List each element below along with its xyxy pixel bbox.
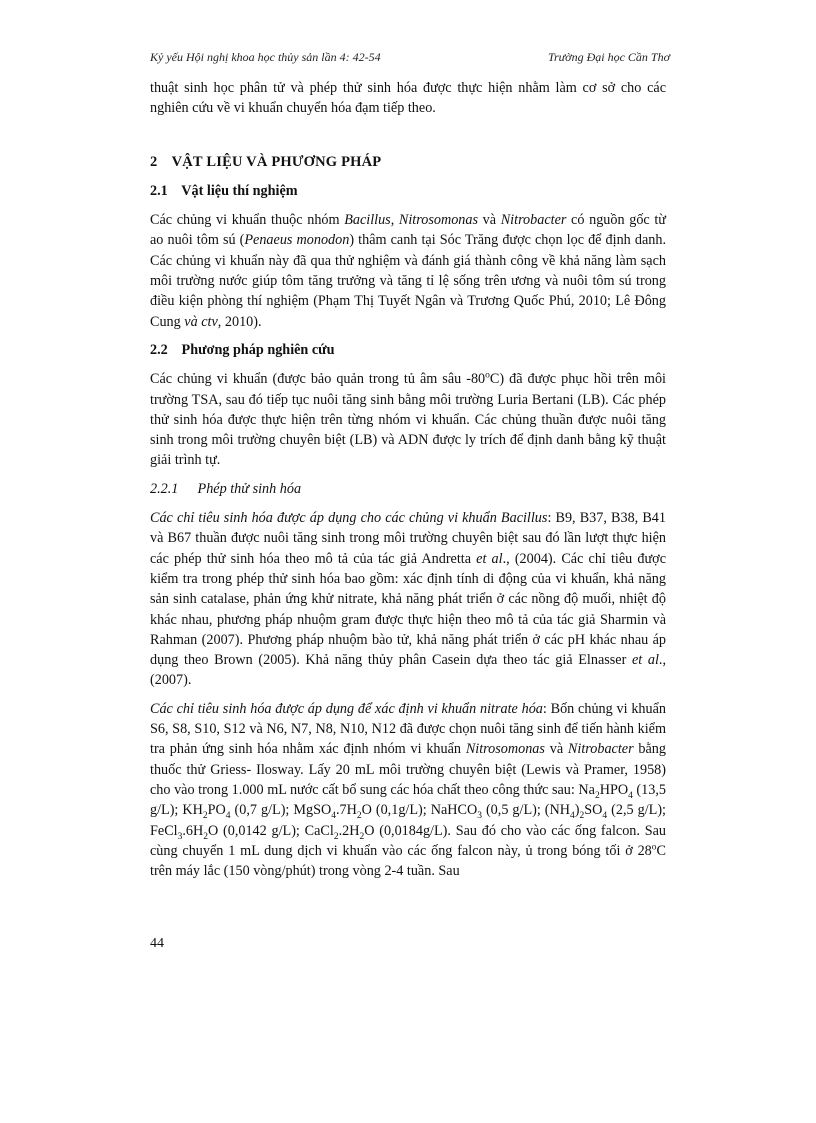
materials-paragraph: [150, 210, 666, 332]
subscript: 2: [203, 831, 208, 842]
text-run: Các chủng vi khuẩn (được bảo quản trong tủ âm sâu -80: [150, 371, 486, 388]
section-number: 2: [150, 153, 158, 170]
section-title: Phương pháp nghiên cứu: [181, 341, 335, 358]
text-run: O (0,1g/L); NaHCO: [361, 802, 478, 819]
text-run: ., (2004). Các chỉ tiêu được kiểm tra trong phép thử sinh hóa bao gồm: xác định tính di động của vi khuẩn, khả năng sản sinh catalase, phản ứng khử nitrate, khả năng phát triển ở các nồng độ muối, nhiệt độ khác nhau, phương pháp nhuộm gram được thực hiện theo mô tả của tác giả Sharmin và Rahman (2007). Phương pháp nhuộm bào tử, khả năng phát triển ở các pH khác nhau áp dụng theo Brown (2005). Khả năng thủy phân Casein dựa theo tác giả Elnasser: [150, 550, 666, 669]
section-2-2-1-heading: [150, 479, 666, 499]
nitrate-biochemical-paragraph: [150, 699, 666, 882]
text-run: và: [478, 212, 501, 229]
subscript: 2: [333, 831, 339, 842]
section-2-heading: [150, 152, 666, 172]
section-title: VẬT LIỆU VÀ PHƯƠNG PHÁP: [171, 153, 382, 170]
subscript: 2: [594, 790, 600, 801]
genus-nitrosomonas: Nitrosomonas: [465, 741, 545, 758]
subscript: 4: [602, 811, 608, 822]
bacillus-biochemical-paragraph: [150, 508, 666, 691]
text-run: O (0,0184g/L). Sau đó cho vào các ống falcon. Sau cùng chuyển 1 mL dung dịch vi khuẩn vào các ống falcon này, ủ trong bóng tối ở 28: [150, 822, 666, 859]
subscript: 2: [356, 811, 362, 822]
section-number: 2.2.1: [150, 480, 179, 497]
subscript: 4: [570, 811, 575, 822]
text-run: và: [544, 741, 568, 758]
genus-nitrobacter: Nitrobacter: [500, 212, 567, 229]
methods-paragraph: [150, 369, 666, 470]
section-title: Vật liệu thí nghiệm: [181, 182, 298, 199]
text-run: .7H: [335, 802, 357, 819]
text-run: (0,5 g/L); (NH: [481, 802, 571, 819]
section-2-1-heading: [150, 181, 666, 201]
citation-et-al: et al: [476, 550, 503, 567]
text-run: Các chủng vi khuẩn thuộc nhóm: [150, 212, 345, 229]
section-2-2-heading: [150, 340, 666, 360]
text-run: ): [574, 802, 580, 819]
genus-nitrosomonas: Nitrosomonas: [398, 212, 479, 229]
text-run: bằng thuốc thử Griess- Ilosway. Lấy 20 mL môi trường chuyên biệt (Lewis và Pramer, 1958) cho vào trong 1.000 mL nước cất bổ sung các hóa chất theo công thức sau: Na: [150, 741, 666, 798]
text-run: ) thâm canh tại Sóc Trăng được chọn lọc để định danh. Các chủng vi khuẩn này đã qua thử nghiệm và đánh giá thành công về khả năng làm sạch môi trường nước giúp tôm tăng trưởng và tăng tỉ lệ sống trên ương và nuôi tôm sú trong điều kiện phòng thí nghiệm (Phạm Thị Tuyết Ngân và Trương Quốc Phú, 2010; Lê Đông Cung: [150, 232, 666, 330]
text-run: C) đã được phục hồi trên môi trường TSA, sau đó tiếp tục nuôi tăng sinh bằng môi trường Luria Bertani (LB). Các phép thử sinh hóa được thực hiện trên từng nhóm vi khuẩn. Các chủng thuần được nuôi tăng sinh trong môi trường chuyên biệt (LB) và ADN được ly trích để định danh bằng kỹ thuật giải trình tự.: [150, 371, 666, 469]
text-run: : B9, B37, B38, B41 và B67 thuần được nuôi tăng sinh trong môi trường chuyên biệt sau đó lần lượt thực hiện các phép thử sinh hóa theo mô tả của tác giả Andretta: [150, 510, 666, 567]
citation-ctv: và ctv: [184, 313, 218, 330]
subscript: 4: [225, 811, 231, 822]
subscript: 3: [177, 831, 183, 842]
text-run: HPO: [599, 781, 629, 798]
text-run: ,: [390, 212, 399, 229]
subscript: 4: [628, 790, 633, 801]
section-number: 2.1: [150, 182, 168, 199]
subscript: 2: [579, 811, 585, 822]
page-number: 44: [150, 936, 164, 951]
text-run: PO: [207, 802, 226, 819]
running-header: [150, 50, 670, 65]
degree-superscript: o: [485, 370, 490, 381]
paragraph-lead: Các chỉ tiêu sinh hóa được áp dụng cho các chủng vi khuẩn Bacillus: [150, 510, 548, 527]
intro-paragraph: thuật sinh học phân tử và phép thử sinh hóa được thực hiện nhằm làm cơ sở cho các nghiên cứu về vi khuẩn chuyển hóa đạm tiếp theo.: [150, 80, 666, 117]
text-run: (13,5 g/L); KH: [150, 781, 666, 819]
header-university: Trường Đại học Cần Thơ: [547, 50, 670, 64]
text-run: : Bốn chủng vi khuẩn S6, S8, S10, S12 và N6, N7, N8, N10, N12 đã được chọn nuôi tăng sinh để tiến hành kiểm tra phản ứng sinh hóa nhằm xác định nhóm vi khuẩn: [150, 700, 666, 758]
subscript: 3: [477, 811, 482, 822]
subscript: 2: [202, 811, 208, 822]
text-run: có nguồn gốc từ ao nuôi tôm sú (: [150, 212, 666, 249]
text-run: .2H: [338, 822, 360, 839]
text-run: (2,5 g/L); FeCl: [150, 802, 667, 839]
subscript: 4: [331, 811, 336, 822]
species-penaeus-monodon: Penaeus monodon: [244, 232, 350, 249]
genus-nitrobacter: Nitrobacter: [567, 741, 634, 758]
paragraph-lead: Các chỉ tiêu sinh hóa được áp dụng để xác định vi khuẩn nitrate hóa: [150, 700, 543, 717]
text-run: C trên máy lắc (150 vòng/phút) trong vòng 2-4 tuần. Sau: [150, 842, 666, 880]
citation-et-al: et al: [631, 652, 659, 669]
text-run: ., (2007).: [150, 652, 666, 689]
subscript: 2: [359, 831, 365, 842]
text-run: SO: [584, 802, 603, 819]
genus-bacillus: Bacillus: [344, 212, 391, 229]
text-run: , 2010).: [217, 313, 262, 330]
section-title: Phép thử sinh hóa: [197, 480, 302, 497]
header-journal: Kỷ yếu Hội nghị khoa học thủy sản lần 4: 42-54: [150, 50, 381, 64]
text-run: .6H: [182, 822, 204, 839]
text-run: (0,7 g/L); MgSO: [230, 802, 332, 819]
text-run: O (0,0142 g/L); CaCl: [207, 822, 334, 839]
degree-superscript: o: [651, 842, 657, 853]
page-body: [150, 78, 666, 889]
section-number: 2.2: [150, 341, 168, 358]
